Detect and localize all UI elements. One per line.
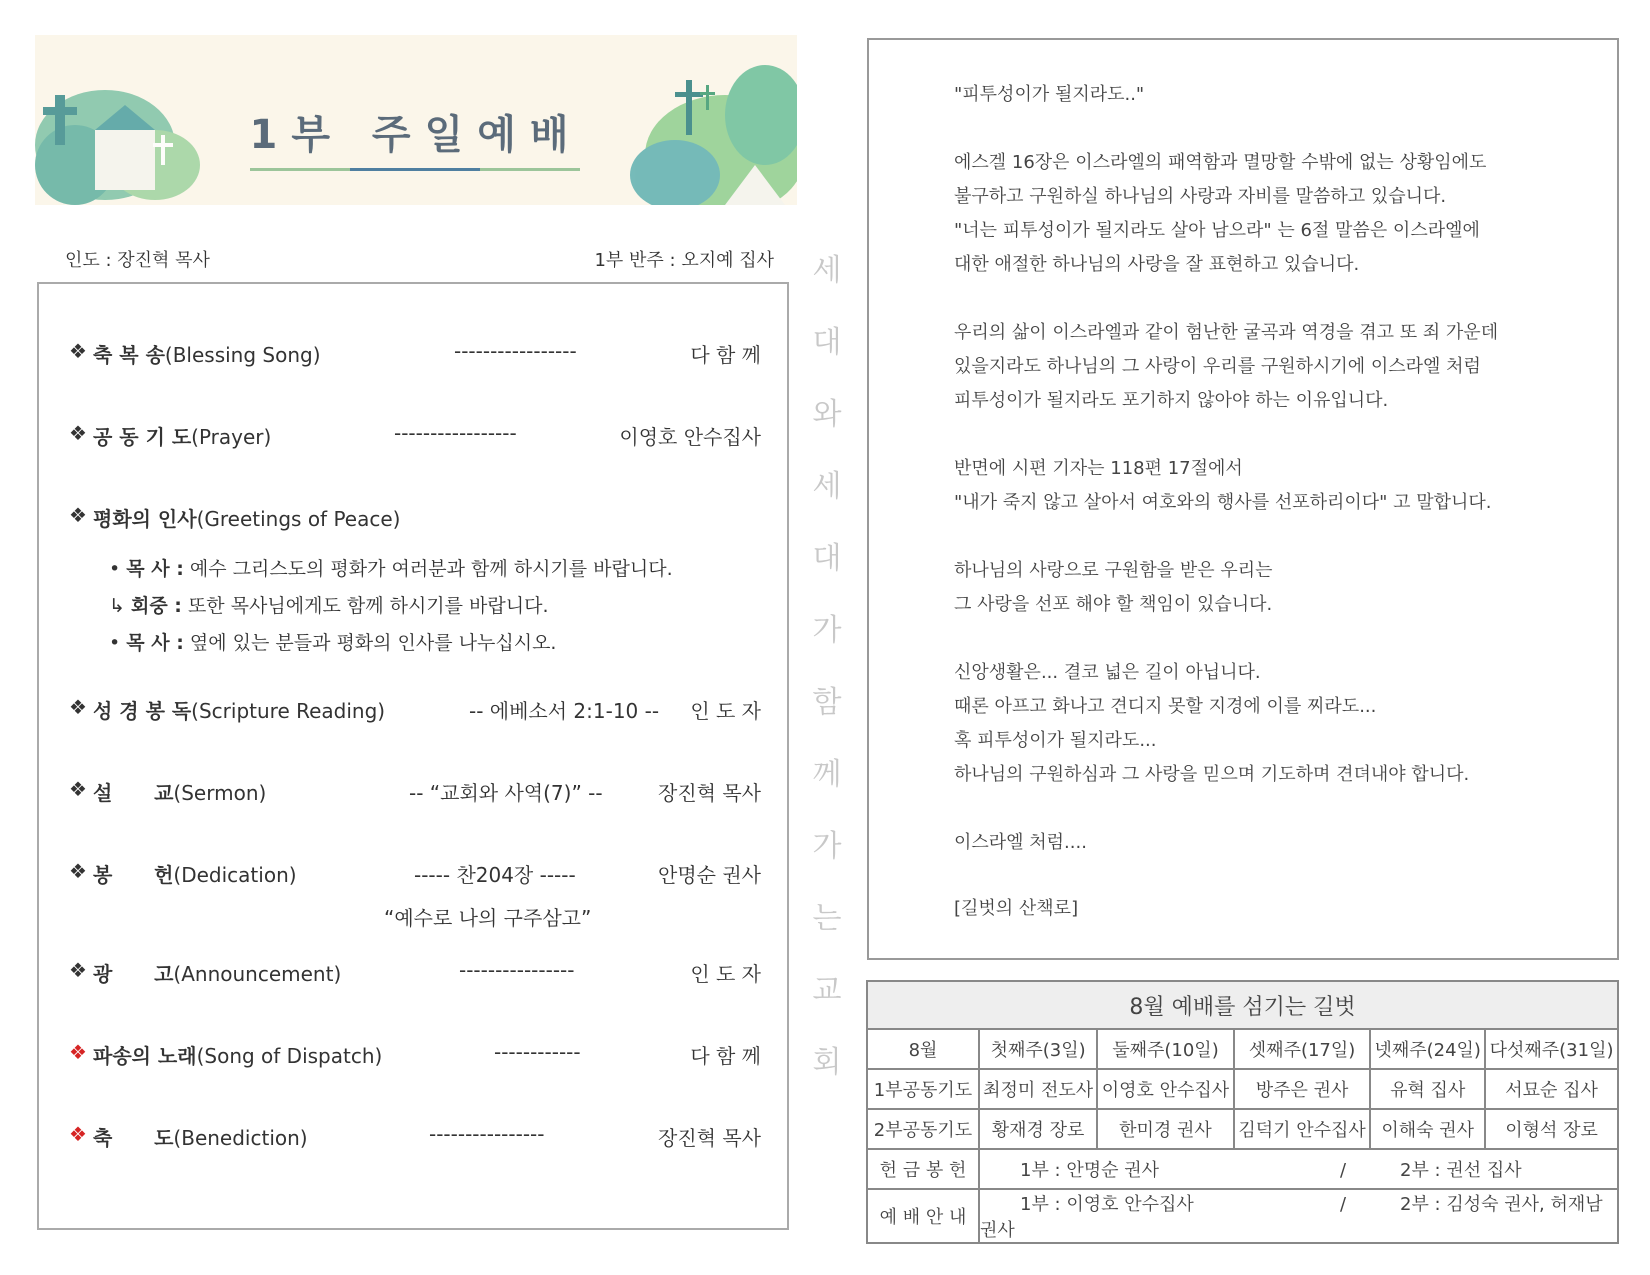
order-person: 인 도 자 bbox=[690, 699, 761, 723]
table-cell: 황재경 장로 bbox=[979, 1109, 1097, 1149]
peace-line-2 bbox=[109, 591, 549, 618]
offering-second: 2부 : 권선 집사 bbox=[1400, 1160, 1522, 1181]
order-label-en: (Prayer) bbox=[191, 425, 272, 449]
order-person: 장진혁 목사 bbox=[658, 1126, 761, 1150]
table-cell: 1부공동기도 bbox=[867, 1069, 979, 1109]
separator: / bbox=[1340, 1194, 1347, 1215]
motto-char: 께 bbox=[812, 757, 842, 792]
order-person: 안명순 권사 bbox=[658, 863, 761, 887]
table-header: 넷째주(24일) bbox=[1370, 1029, 1485, 1069]
order-person: 다 함 께 bbox=[690, 343, 761, 367]
order-item-prayer bbox=[69, 421, 761, 455]
peace-text: 옆에 있는 분들과 평화의 인사를 나누십시오. bbox=[189, 632, 557, 654]
table-cell: 이영호 안수집사 bbox=[1097, 1069, 1234, 1109]
order-item-announcement bbox=[69, 958, 761, 992]
order-item-dedication bbox=[69, 859, 761, 893]
page-title: 1부 주일예배 bbox=[249, 112, 583, 158]
diamond-icon: ❖ bbox=[69, 1040, 87, 1064]
hymn-number: ----- 찬204장 ----- bbox=[414, 863, 576, 887]
table-cell: 헌 금 봉 헌 bbox=[867, 1149, 979, 1189]
meditation-line: 하나님의 구원하심과 그 사랑을 믿으며 기도하며 견뎌내야 합니다. bbox=[954, 764, 1470, 785]
motto-char: 가 bbox=[812, 829, 842, 864]
order-person: 장진혁 목사 bbox=[658, 781, 761, 805]
order-person: 이영호 안수집사 bbox=[619, 425, 761, 449]
table-cell: 유혁 집사 bbox=[1370, 1069, 1485, 1109]
motto-char: 는 bbox=[812, 901, 842, 936]
duty-table bbox=[866, 980, 1619, 1244]
table-header: 셋째주(17일) bbox=[1234, 1029, 1371, 1069]
hymn-title: “예수로 나의 구주삼고” bbox=[384, 906, 592, 930]
order-item-scripture bbox=[69, 695, 761, 729]
diamond-icon: ❖ bbox=[69, 777, 87, 801]
motto-char: 회 bbox=[812, 1045, 842, 1080]
sermon-title: -- “교회와 사역(7)” -- bbox=[409, 781, 603, 805]
table-row bbox=[867, 1069, 1618, 1109]
table-header: 다섯째주(31일) bbox=[1485, 1029, 1618, 1069]
speaker: 회중 : bbox=[130, 595, 182, 617]
motto-char: 대 bbox=[812, 325, 842, 360]
table-cell bbox=[979, 1189, 1618, 1243]
order-dashes: ------------ bbox=[494, 1040, 581, 1064]
order-person: 인 도 자 bbox=[690, 962, 761, 986]
order-dashes: ----------------- bbox=[454, 339, 577, 363]
meditation-line: 혹 피투성이가 될지라도... bbox=[954, 730, 1157, 751]
table-cell: 이형석 장로 bbox=[1485, 1109, 1618, 1149]
return-arrow-icon: ↳ bbox=[109, 595, 125, 617]
motto-char: 세 bbox=[812, 253, 842, 288]
table-cell bbox=[979, 1149, 1618, 1189]
order-label: 축 복 송 bbox=[93, 343, 165, 367]
order-label-en: (Blessing Song) bbox=[164, 343, 321, 367]
table-row-offering bbox=[867, 1149, 1618, 1189]
diamond-icon: ❖ bbox=[69, 339, 87, 363]
order-dashes: ---------------- bbox=[459, 958, 575, 982]
table-header: 첫째주(3일) bbox=[979, 1029, 1097, 1069]
title-underline-accent bbox=[350, 168, 480, 171]
order-item-blessing-song bbox=[69, 339, 761, 373]
order-label-en: (Dedication) bbox=[173, 863, 297, 887]
meditation-line: 이스라엘 처럼.... bbox=[954, 832, 1087, 853]
header-banner bbox=[35, 35, 797, 205]
order-label-en: (Sermon) bbox=[173, 781, 267, 805]
table-cell: 예 배 안 내 bbox=[867, 1189, 979, 1243]
scripture-ref: -- 에베소서 2:1-10 -- bbox=[469, 699, 660, 723]
meditation-line: 에스겔 16장은 이스라엘의 패역함과 멸망할 수밖에 없는 상황임에도 bbox=[954, 152, 1487, 173]
motto-char: 와 bbox=[812, 397, 842, 432]
meditation-line: 때론 아프고 화나고 견디지 못할 지경에 이를 찌라도... bbox=[954, 696, 1377, 717]
diamond-icon: ❖ bbox=[69, 859, 87, 883]
guide-first: 1부 : 이영호 안수집사 bbox=[1020, 1194, 1194, 1215]
order-label-en: (Announcement) bbox=[173, 962, 342, 986]
motto-char: 교 bbox=[812, 973, 842, 1008]
order-label: 광 고 bbox=[93, 962, 174, 986]
order-label-en: (Scripture Reading) bbox=[191, 699, 386, 723]
order-dashes: ---------------- bbox=[429, 1122, 545, 1146]
order-label: 성 경 봉 독 bbox=[93, 699, 192, 723]
meditation-line: 피투성이가 될지라도 포기하지 않아야 하는 이유입니다. bbox=[954, 390, 1389, 411]
peace-line-3 bbox=[109, 628, 556, 655]
meditation-line: 그 사랑을 선포 해야 할 책임이 있습니다. bbox=[954, 594, 1273, 615]
table-cell: 방주은 권사 bbox=[1234, 1069, 1371, 1109]
order-item-dispatch bbox=[69, 1040, 761, 1074]
table-row bbox=[867, 1109, 1618, 1149]
peace-line-1 bbox=[109, 554, 673, 581]
table-header-row bbox=[867, 1029, 1618, 1069]
meditation-line: 신앙생활은... 결코 넓은 길이 아닙니다. bbox=[954, 662, 1261, 683]
speaker: 목 사 : bbox=[126, 632, 184, 654]
meditation-line: 불구하고 구원하실 하나님의 사랑과 자비를 말씀하고 있습니다. bbox=[954, 186, 1447, 207]
offering-first: 1부 : 안명순 권사 bbox=[1020, 1160, 1160, 1181]
motto-char: 대 bbox=[812, 541, 842, 576]
order-label: 설 교 bbox=[93, 781, 174, 805]
meditation-line: "내가 죽지 않고 살아서 여호와의 행사를 선포하리이다" 고 말합니다. bbox=[954, 492, 1492, 513]
meditation-line: 하나님의 사랑으로 구원함을 받은 우리는 bbox=[954, 560, 1273, 581]
meditation-line: 대한 애절한 하나님의 사랑을 잘 표현하고 있습니다. bbox=[954, 254, 1360, 275]
speaker: 목 사 : bbox=[126, 558, 184, 580]
order-of-service bbox=[37, 282, 789, 1230]
meditation-line: 있을지라도 하나님의 그 사랑이 우리를 구원하시기에 이스라엘 처럼 bbox=[954, 356, 1481, 377]
order-label-en: (Greetings of Peace) bbox=[196, 507, 401, 531]
diamond-icon: ❖ bbox=[69, 695, 87, 719]
table-cell: 최정미 전도사 bbox=[979, 1069, 1097, 1109]
diamond-icon: ❖ bbox=[69, 958, 87, 982]
meditation-title: "피투성이가 될지라도.." bbox=[954, 84, 1145, 105]
table-cell: 이해숙 권사 bbox=[1370, 1109, 1485, 1149]
table-cell: 서묘순 집사 bbox=[1485, 1069, 1618, 1109]
diamond-icon: ❖ bbox=[69, 1122, 87, 1146]
order-label: 봉 헌 bbox=[93, 863, 174, 887]
table-caption: 8월 예배를 섬기는 길벗 bbox=[867, 981, 1618, 1029]
peace-text: 또한 목사님에게도 함께 하시기를 바랍니다. bbox=[187, 595, 549, 617]
leader-text: 인도 : 장진혁 목사 bbox=[65, 250, 210, 271]
table-caption-row bbox=[867, 981, 1618, 1029]
table-cell: 한미경 권사 bbox=[1097, 1109, 1234, 1149]
meditation-line: "너는 피투성이가 될지라도 살아 남으라" 는 6절 말씀은 이스라엘에 bbox=[954, 220, 1480, 241]
diamond-icon: ❖ bbox=[69, 421, 87, 445]
diamond-icon: ❖ bbox=[69, 503, 87, 527]
table-cell: 김덕기 안수집사 bbox=[1234, 1109, 1371, 1149]
table-header: 둘째주(10일) bbox=[1097, 1029, 1234, 1069]
table-header: 8월 bbox=[867, 1029, 979, 1069]
order-person: 다 함 께 bbox=[690, 1044, 761, 1068]
accompanist-text: 1부 반주 : 오지예 집사 bbox=[594, 250, 774, 271]
table-cell: 2부공동기도 bbox=[867, 1109, 979, 1149]
motto-char: 세 bbox=[812, 469, 842, 504]
meditation-box bbox=[867, 38, 1619, 960]
order-label-en: (Benediction) bbox=[173, 1126, 308, 1150]
order-label: 공 동 기 도 bbox=[93, 425, 192, 449]
guide-second: 2부 : 김성숙 권사, 허재남 권사 bbox=[980, 1194, 1603, 1241]
order-dashes: ----------------- bbox=[394, 421, 517, 445]
table-row-guide bbox=[867, 1189, 1618, 1243]
order-label: 평화의 인사 bbox=[93, 507, 197, 531]
meditation-line: 우리의 삶이 이스라엘과 같이 험난한 굴곡과 역경을 겪고 또 죄 가운데 bbox=[954, 322, 1499, 343]
order-item-benediction bbox=[69, 1122, 761, 1156]
bullet-icon: • bbox=[109, 558, 121, 580]
separator: / bbox=[1340, 1160, 1347, 1181]
order-label: 파송의 노래 bbox=[93, 1044, 197, 1068]
motto-char: 가 bbox=[812, 613, 842, 648]
order-label-en: (Song of Dispatch) bbox=[196, 1044, 383, 1068]
order-label: 축 도 bbox=[93, 1126, 174, 1150]
meditation-line: 반면에 시편 기자는 118편 17절에서 bbox=[954, 458, 1243, 479]
order-item-greetings bbox=[69, 503, 761, 537]
motto-char: 함 bbox=[812, 685, 842, 720]
meditation-source: [길벗의 산책로] bbox=[954, 898, 1079, 919]
bullet-icon: • bbox=[109, 632, 121, 654]
order-item-sermon bbox=[69, 777, 761, 811]
peace-text: 예수 그리스도의 평화가 여러분과 함께 하시기를 바랍니다. bbox=[189, 558, 673, 580]
